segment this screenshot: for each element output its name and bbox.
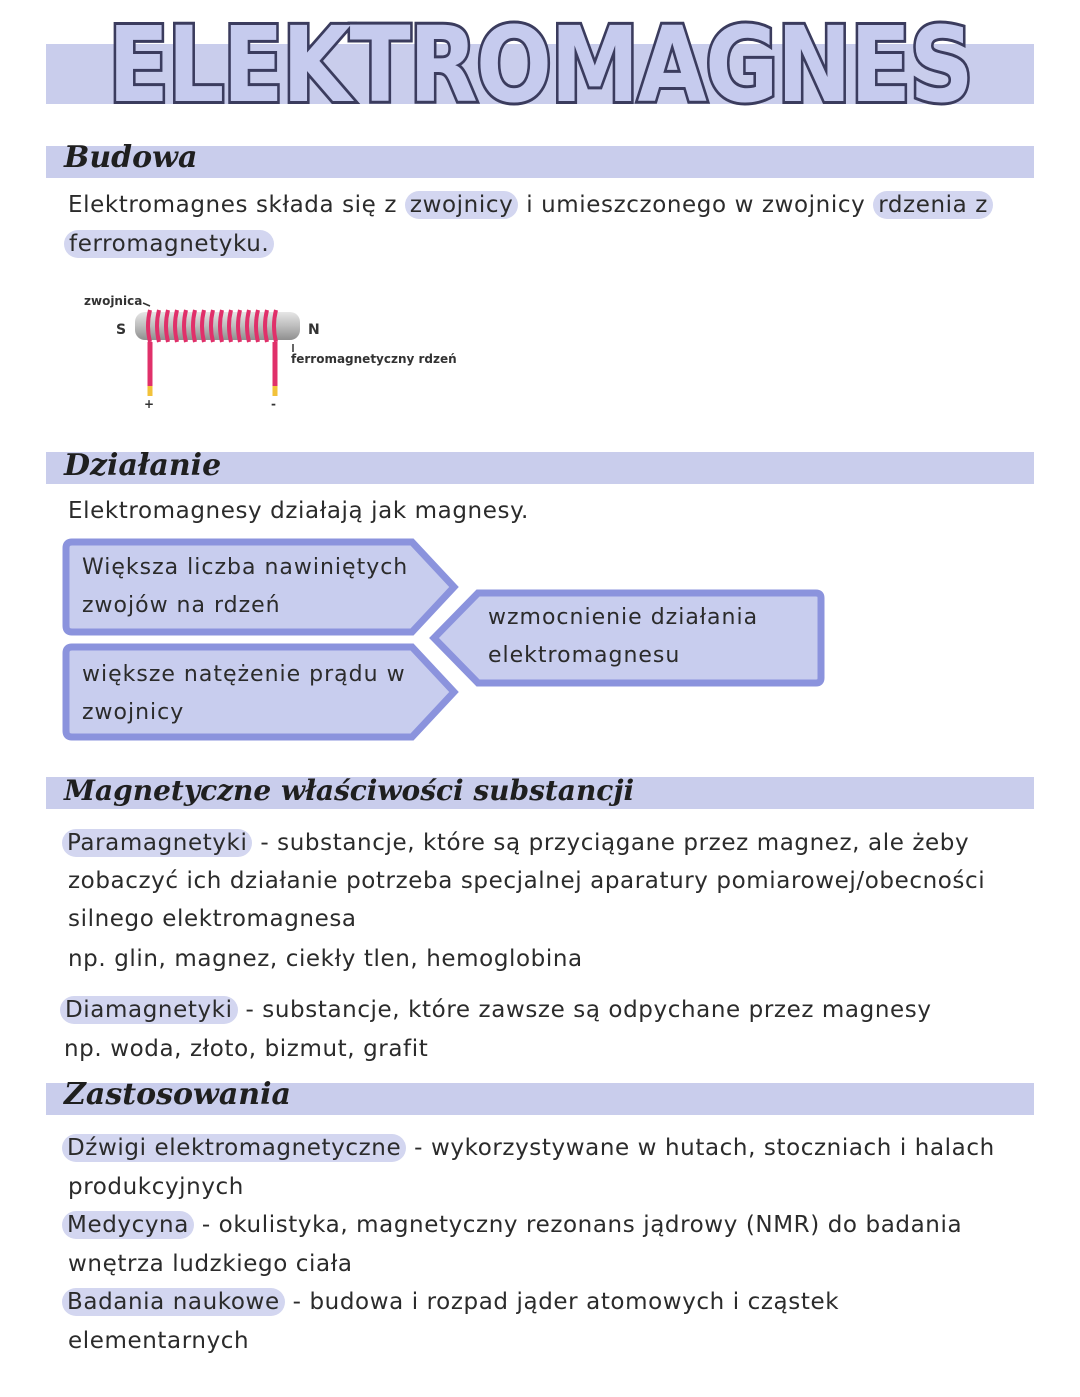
dia-desc-1: - substancje, które zawsze są odpychane przez magnesy xyxy=(237,997,932,1023)
heading-zastosowania: Zastosowania xyxy=(64,1077,291,1112)
coil-label: zwojnica xyxy=(84,294,143,308)
highlight-dzwigi: Dźwigi elektromagnetyczne xyxy=(62,1134,406,1162)
core-label: ferromagnetyczny rdzeń xyxy=(291,352,457,366)
dzialanie-intro: Elektromagnesy działają jak magnesy. xyxy=(68,498,529,524)
cause-box-windings-line-1: Większa liczba nawiniętych xyxy=(82,555,409,580)
zast-1-line-1 xyxy=(62,1129,995,1167)
cause-box-windings xyxy=(62,538,462,636)
effect-box-line-2: elektromagnesu xyxy=(488,643,681,668)
budowa-text-b: i umieszczonego w zwojnicy xyxy=(518,192,874,218)
electromagnet-diagram xyxy=(80,290,500,420)
para-examples: np. glin, magnez, ciekły tlen, hemoglobina xyxy=(68,946,583,972)
highlight-badania: Badania naukowe xyxy=(62,1288,285,1316)
para-desc-1: - substancje, które są przyciągane przez magnez, ale żeby xyxy=(252,830,970,856)
effect-box-strengthening xyxy=(428,588,826,688)
zast-1-line-2: produkcyjnych xyxy=(68,1174,244,1200)
highlight-medycyna: Medycyna xyxy=(62,1211,194,1239)
para-line-3: silnego elektromagnesa xyxy=(68,906,357,932)
coil-pointer xyxy=(143,303,150,306)
dia-line-1 xyxy=(60,991,932,1029)
zast-1-desc: - wykorzystywane w hutach, stoczniach i halach xyxy=(406,1135,995,1161)
budowa-line-2 xyxy=(64,225,274,263)
zast-2-line-2: wnętrza ludzkiego ciała xyxy=(68,1251,353,1277)
highlight-zwojnicy: zwojnicy xyxy=(405,191,518,219)
highlight-diamagnetyki: Diamagnetyki xyxy=(60,996,238,1024)
south-pole-label: S xyxy=(116,322,127,338)
heading-wlasciwosci: Magnetyczne właściwości substancji xyxy=(64,774,635,807)
coil-windings xyxy=(148,310,276,342)
cause-box-current-line-2: zwojnicy xyxy=(82,700,185,725)
zast-3-line-1 xyxy=(62,1283,839,1321)
budowa-line-1 xyxy=(68,186,993,224)
para-line-2: zobaczyć ich działanie potrzeba specjalnej aparatury pomiarowej/obecności xyxy=(68,868,986,894)
heading-budowa: Budowa xyxy=(64,140,198,175)
plus-terminal-label: + xyxy=(144,397,155,411)
effect-box-line-1: wzmocnienie działania xyxy=(488,605,759,630)
zast-2-desc: - okulistyka, magnetyczny rezonans jądrowy (NMR) do badania xyxy=(193,1212,963,1238)
dia-examples: np. woda, złoto, bizmut, grafit xyxy=(64,1036,429,1062)
zast-2-line-1 xyxy=(62,1206,962,1244)
cause-box-current-line-1: większe natężenie prądu w xyxy=(82,662,406,687)
highlight-paramagnetyki: Paramagnetyki xyxy=(62,829,252,857)
page-title: ELEKTROMAGNES xyxy=(107,4,973,126)
para-line-1 xyxy=(62,824,969,862)
north-pole-label: N xyxy=(308,322,320,338)
budowa-text-a: Elektromagnes składa się z xyxy=(68,192,405,218)
minus-terminal-label: - xyxy=(271,397,276,411)
highlight-rdzenia: rdzenia z xyxy=(873,191,993,219)
cause-box-current xyxy=(62,643,462,741)
zast-3-desc: - budowa i rozpad jąder atomowych i cząstek xyxy=(284,1289,840,1315)
zast-3-line-2: elementarnych xyxy=(68,1328,250,1354)
highlight-ferromagnetyku: ferromagnetyku. xyxy=(64,230,274,258)
heading-dzialanie: Działanie xyxy=(64,448,222,483)
cause-box-windings-line-2: zwojów na rdzeń xyxy=(82,593,281,618)
